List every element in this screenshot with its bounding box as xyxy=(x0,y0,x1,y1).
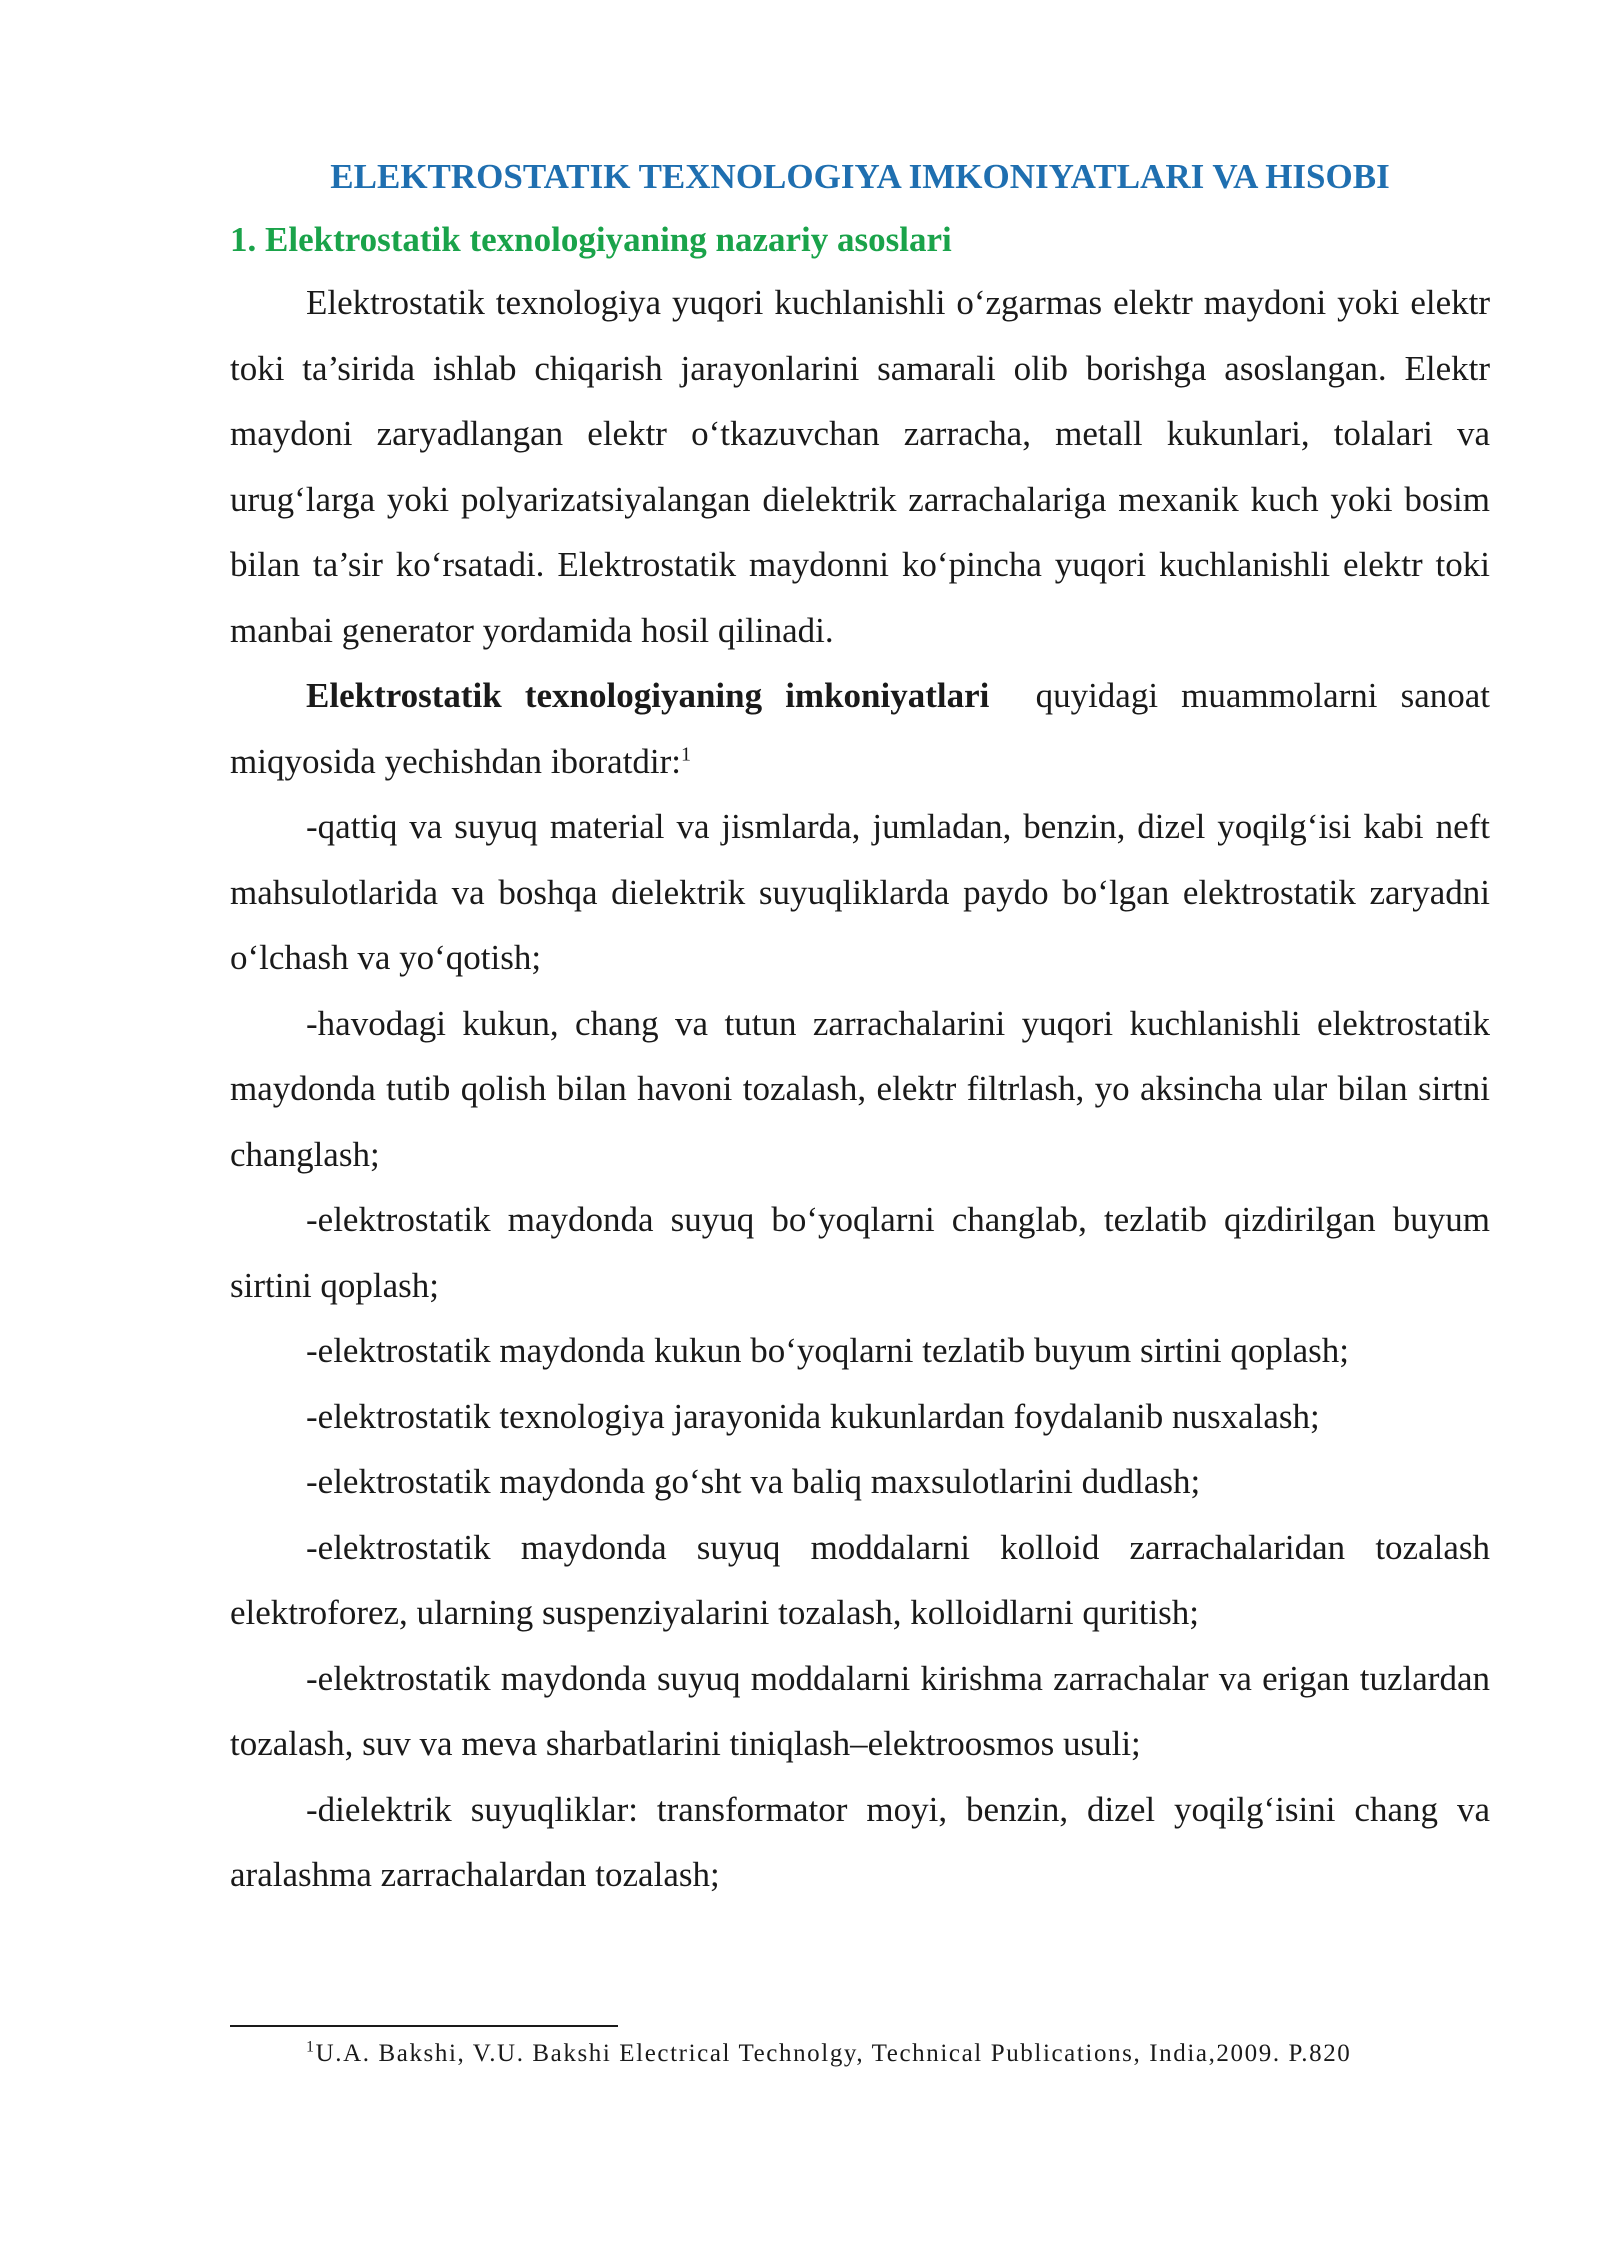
list-item: -elektrostatik maydonda go‘sht va baliq maxsulotlarini dudlash; xyxy=(306,1462,1201,1501)
document-title: ELEKTROSTATIK TEXNOLOGIYA IMKONIYATLARI VA HISOBI xyxy=(330,157,1390,196)
footnote-separator xyxy=(230,2025,618,2027)
capabilities-intro-text: quyidagi muammolarni sanoat miqyosida yechishdan iboratdir: xyxy=(230,676,1499,781)
body-paragraph: Elektrostatik texnologiya yuqori kuchlanishli o‘zgarmas elektr maydoni yoki elektr toki ta’sirida ishlab chiqarish jarayonlarini samarali olib borishga asoslangan. Elektr maydoni zaryadlangan elektr o‘tkazuvchan zarracha, metall kukunlari, tolalari va urug‘larga yoki polyarizatsiyalangan dielektrik zarrachalariga mexanik kuch yoki bosim bilan ta’sir ko‘rsatadi. Elektrostatik maydonni ko‘pincha yuqori kuchlanishli elektr toki manbai generator yordamida hosil qilinadi. xyxy=(230,283,1490,650)
list-item: -elektrostatik maydonda suyuq bo‘yoqlarni changlab, tezlatib qizdirilgan buyum sirtini qoplash; xyxy=(230,1200,1490,1305)
capabilities-lead: Elektrostatik texnologiyaning imkoniyatlari xyxy=(306,676,990,715)
list-item: -havodagi kukun, chang va tutun zarrachalarini yuqori kuchlanishli elektrostatik maydonda tutib qolish bilan havoni tozalash, elektr filtrlash, yo aksincha ular bilan sirtni changlash; xyxy=(230,1003,1490,1174)
list-item: -elektrostatik maydonda suyuq moddalarni kirishma zarrachalar va erigan tuzlardan tozalash, suv va meva sharbatlarini tiniqlash–elektroosmos usuli; xyxy=(230,1658,1490,1763)
list-item: -qattiq va suyuq material va jismlarda, jumladan, benzin, dizel yoqilg‘isi kabi neft mahsulotlarida va boshqa dielektrik suyuqliklarda paydo bo‘lgan elektrostatik zaryadni o‘lchash va yo‘qotish; xyxy=(230,807,1490,977)
footnote-text: U.A. Bakshi, V.U. Bakshi Electrical Technolgy, Technical Publications, India,2009. P.820 xyxy=(315,2040,1352,2067)
footnote-marker: 1 xyxy=(306,2038,316,2056)
list-item: -elektrostatik maydonda kukun bo‘yoqlarni tezlatib buyum sirtini qoplash; xyxy=(306,1331,1349,1370)
footnote-reference[interactable]: 1 xyxy=(681,742,692,765)
capabilities-intro-paragraph xyxy=(230,663,1499,794)
list-item: -elektrostatik texnologiya jarayonida kukunlardan foydalanib nusxalash; xyxy=(306,1396,1320,1436)
list-item: -elektrostatik maydonda suyuq moddalarni kolloid zarrachalaridan tozalash elektroforez, ularning suspenziyalarini tozalash, kolloidlarni quritish; xyxy=(230,1527,1490,1632)
list-item: -dielektrik suyuqliklar: transformator moyi, benzin, dizel yoqilg‘isini chang va aralashma zarrachalardan tozalash; xyxy=(230,1789,1490,1894)
footnote xyxy=(306,2040,1351,2068)
section-heading: 1. Elektrostatik texnologiyaning nazariy asoslari xyxy=(230,220,952,259)
document-page xyxy=(230,150,1499,1908)
